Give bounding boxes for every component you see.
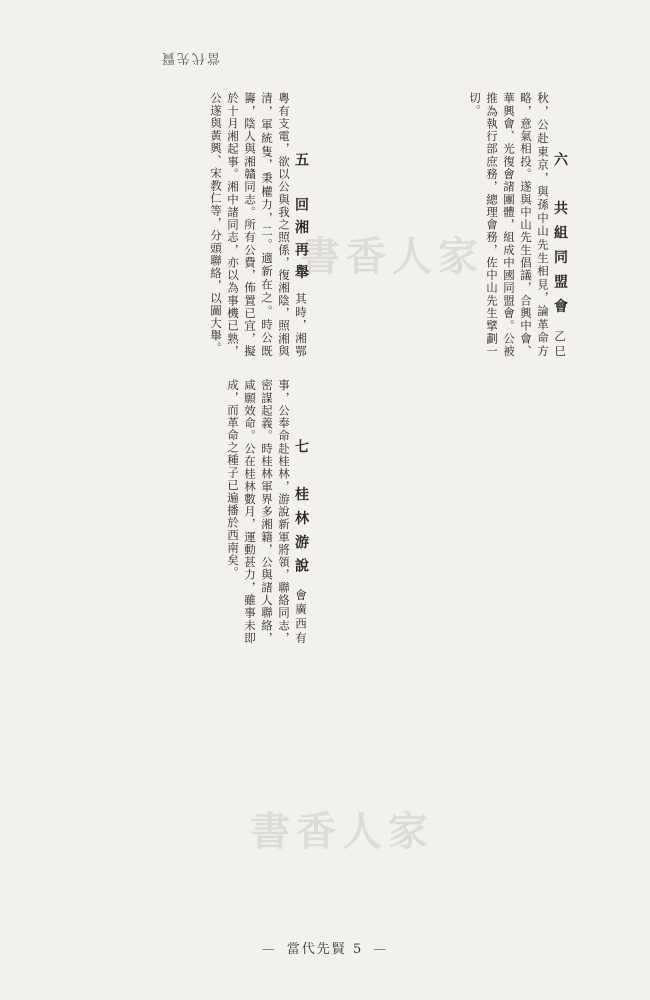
text-columns	[78, 92, 568, 932]
section-block	[78, 379, 309, 644]
running-head: 當代先賢	[160, 50, 221, 65]
section-body: 其時，湘鄂粵有支電，欲以公與我之照係，復湘陰，照湘與清，軍統隻，秉權力，二。適新在之。時公既籌，陰人與湘贛同志。所有公費，佈置已宜，擬於十月湘起事。湘中諸同志，亦以為事機已熟，公遂與黃興、宋教仁等，分頭聯絡，以圖大舉。	[209, 92, 308, 358]
watermark: 書香人家	[300, 233, 484, 280]
section-block	[337, 92, 568, 357]
section-heading: 六 共組同盟會	[552, 152, 568, 323]
section-body: 會廣西有事，公奉命赴桂林，游說新軍將領，聯絡同志，密謀起義。時桂林軍界多湘籍，公與諸人聯絡，咸願效命。公在桂林數月，運動甚力，雖事未即成，而革命之種子已遍播於西南矣。	[226, 379, 308, 645]
page-number: 5	[352, 942, 364, 957]
footer-dash: —	[373, 942, 389, 957]
page-footer	[0, 938, 650, 957]
section-block	[78, 92, 309, 357]
footer-label: 當代先賢	[286, 942, 347, 957]
section-body: 乙巳秋，公赴東京，與孫中山先生相見，論革命方略，意氣相投。遂與中山先生倡議，合興中會、華興會、光復會諸團體，組成中國同盟會。公被推為執行部庶務，總理會務，佐中山先生擘劃一切。	[468, 92, 567, 358]
watermark: 書香人家	[250, 808, 434, 855]
section-heading: 七 桂林游說	[293, 439, 309, 583]
section-heading: 五 回湘再舉	[293, 152, 309, 288]
footer-dash: —	[261, 942, 277, 957]
